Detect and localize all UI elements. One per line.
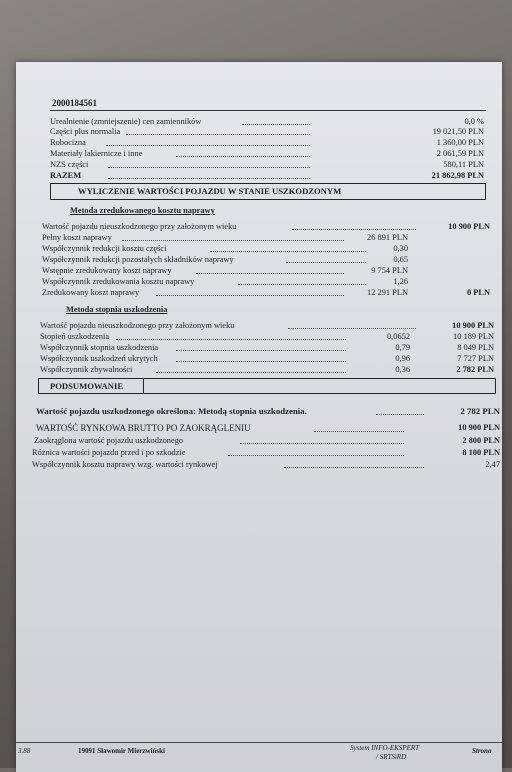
cost-value-3: 2 061,59 PLN [436, 149, 484, 158]
summary-value-3: 2,47 [485, 460, 500, 469]
s1-label-6: Zredukowany koszt naprawy [42, 288, 140, 297]
s2-label-4: Współczynnik zbywalności [40, 365, 133, 374]
leader-dots [314, 431, 404, 432]
summary-label-3: Współczynnik kosztu naprawy wzg. wartości rynkowej [32, 460, 218, 469]
summary-value-1: 2 800 PLN [462, 436, 500, 445]
leader-dots [176, 156, 310, 157]
s2-result-0: 10 900 PLN [452, 321, 494, 330]
footer-version: 3.88 [18, 747, 31, 755]
summary-method-label: Wartość pojazdu uszkodzonego określona: Metodą stopnia uszkodzenia. [36, 406, 307, 416]
summary-value-2: 8 100 PLN [462, 448, 500, 457]
cost-value-4: 580,11 PLN [443, 160, 484, 169]
leader-dots [176, 350, 346, 351]
s1-result-6: 0 PLN [466, 288, 490, 297]
cost-label-2: Robocizna [50, 138, 86, 147]
summary-value-0: 10 900 PLN [458, 423, 500, 432]
s1-result-0: 10 900 PLN [448, 222, 490, 231]
leader-dots [108, 178, 310, 179]
summary-title: PODSUMOWANIE [50, 381, 124, 391]
leader-dots [284, 467, 424, 468]
s1-label-5: Współczynnik zredukowania kosztu naprawy [42, 277, 195, 286]
s2-result-4: 2 782 PLN [456, 365, 494, 374]
footer-page-label: Strona [472, 747, 492, 755]
s1-value-1: 26 891 PLN [367, 233, 408, 242]
s1-label-4: Wstępnie zredukowany koszt naprawy [42, 266, 172, 275]
document-number: 2000184561 [52, 98, 97, 108]
s2-value-2: 0,79 [395, 343, 410, 352]
cost-label-0: Urealnienie (zmniejszenie) cen zamienników [50, 117, 202, 126]
s2-label-0: Wartość pojazdu nieuszkodzonego przy założonym wieku [40, 321, 235, 330]
footer-system-sub: / SRTSiRD [376, 753, 407, 761]
footer-author: 19091 Sławomir Mierzwiński [78, 747, 165, 755]
leader-dots [126, 134, 310, 135]
s2-value-3: 0,96 [395, 354, 410, 363]
s2-value-4: 0,36 [395, 365, 410, 374]
s2-result-2: 8 049 PLN [457, 343, 494, 352]
summary-method-value: 2 782 PLN [460, 406, 500, 416]
leader-dots [106, 145, 310, 146]
s1-value-4: 9 754 PLN [371, 266, 408, 275]
s1-label-3: Współczynnik redukcji pozostałych składników naprawy [42, 255, 234, 264]
leader-dots [242, 124, 310, 125]
s2-result-3: 7 727 PLN [457, 354, 494, 363]
s2-label-2: Współczynnik stopnia uszkodzenia [40, 343, 159, 352]
cost-label-4: NZS części [50, 160, 89, 169]
s2-result-1: 10 189 PLN [453, 332, 494, 341]
cost-value-2: 1 360,00 PLN [436, 138, 484, 147]
cost-label-1: Części plus normalia [50, 127, 121, 136]
costs-total-value: 21 862,98 PLN [431, 171, 484, 180]
summary-label-0: WARTOŚĆ RYNKOWA BRUTTO PO ZAOKRĄGLENIU [36, 423, 251, 433]
s2-label-1: Stopień uszkodzenia [40, 332, 110, 341]
section-title: WYLICZENIE WARTOŚCI POJAZDU W STANIE USZKODZONYM [78, 186, 342, 196]
leader-dots [122, 240, 344, 241]
header-rule [50, 110, 486, 111]
s1-label-1: Pełny koszt naprawy [42, 233, 112, 242]
leader-dots [176, 361, 346, 362]
leader-dots [156, 372, 346, 373]
leader-dots [228, 455, 404, 456]
s2-label-3: Współczynnik uszkodzeń ukrytych [40, 354, 158, 363]
s1-label-2: Współczynnik redukcji kosztu części [42, 244, 167, 253]
leader-dots [116, 339, 346, 340]
leader-dots [108, 167, 310, 168]
leader-dots [240, 443, 404, 444]
leader-dots [288, 328, 416, 329]
document-page [16, 62, 502, 772]
summary-label-2: Różnica wartości pojazdu przed i po szkodzie [32, 448, 186, 457]
costs-total-label: RAZEM [50, 171, 82, 180]
s1-value-3: 0,65 [393, 255, 408, 264]
s1-value-2: 0,30 [393, 244, 408, 253]
cost-value-0: 0,0 % [464, 117, 484, 126]
method-subtitle: Metoda stopnia uszkodzenia [66, 305, 168, 314]
method-subtitle: Metoda zredukowanego kosztu naprawy [70, 206, 215, 215]
footer-rule [16, 742, 502, 743]
summary-label-1: Zaokrąglona wartość pojazdu uszkodzonego [34, 436, 184, 445]
cost-value-1: 19 021,50 PLN [432, 127, 484, 136]
s1-value-5: 1,26 [393, 277, 408, 286]
cost-label-3: Materiały lakiernicze i inne [50, 149, 143, 158]
s1-label-0: Wartość pojazdu nieuszkodzonego przy założonym wieku [42, 222, 237, 231]
s1-value-6: 12 291 PLN [367, 288, 408, 297]
s2-value-1: 0,0652 [386, 332, 410, 341]
footer-system: System INFO-EKSPERT [350, 744, 420, 752]
